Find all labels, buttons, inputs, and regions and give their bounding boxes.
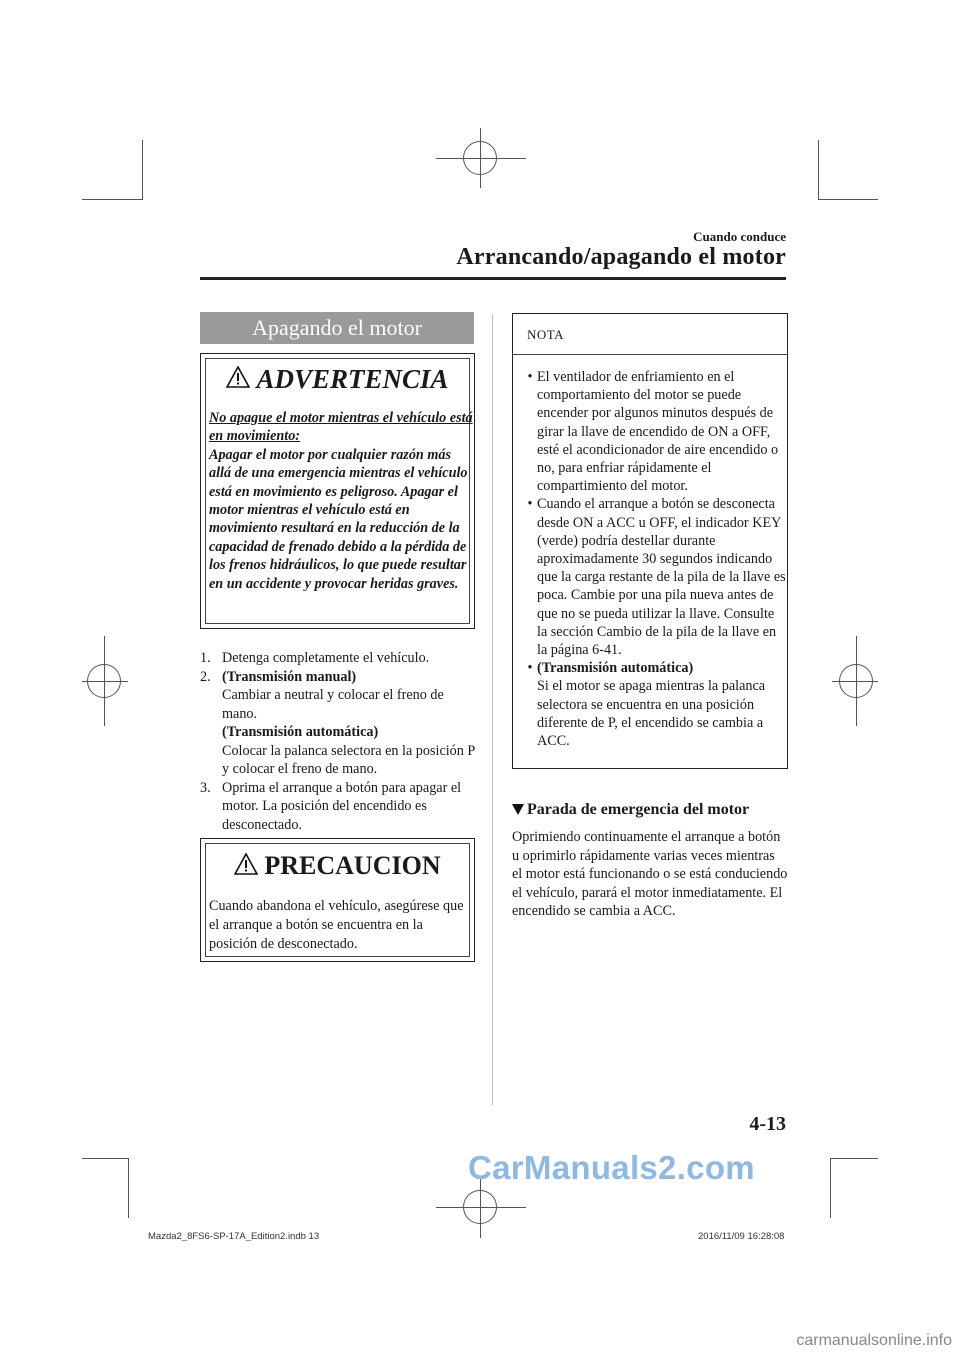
warning-triangle-icon [234,853,258,880]
step-number: 2. [200,668,211,685]
note-box [512,313,788,769]
steps-list [200,649,480,834]
warning-box [200,353,475,629]
note-item-text: Si el motor se apaga mientras la palanca selectora se encuentra en una posición diferente de P, el encendido se cambia a ACC. [537,678,766,750]
note-item [523,368,787,495]
section-banner: Apagando el motor [200,312,474,344]
caution-title: PRECAUCION [264,851,441,880]
down-triangle-icon [512,804,524,815]
step-number: 1. [200,650,211,666]
step-item [200,668,480,779]
bullet: • [527,496,533,513]
site-watermark: carmanualsonline.info [796,1332,952,1349]
bullet: • [527,660,533,677]
note-label: NOTA [527,327,565,342]
step-text: Oprima el arranque a botón para apagar el motor. La posición del encendido es desconectado. [222,779,462,833]
note-divider [513,354,787,355]
warning-body: Apagar el motor por cualquier razón más allá de una emergencia mientras el vehículo está en movimiento es peligroso. Apagar el motor mientras el vehículo está en movimiento resultará en la reducción de la capacidad de frenado debido a la pérdida de los frenos hidráulicos, lo que puede resultar en un accidente y provocar heridas graves. [209,446,468,592]
automatic-transmission-label: (Transmisión automática) [222,724,379,740]
note-item-label: (Transmisión automática) [537,660,694,677]
step-number: 3. [200,779,211,796]
emergency-text: Oprimiendo continuamente el arranque a botón u oprimirlo rápidamente varias veces mientras el motor está funcionando o se está conduciendo el vehículo, parará el motor inmediatamente. El encendido se cambia a ACC. [512,829,788,919]
note-item [523,495,787,659]
emergency-heading [512,801,749,819]
page-number: 4-13 [749,1113,786,1135]
note-item-text: Cuando el arranque a botón se desconecta desde ON a ACC u OFF, el indicador KEY (verde) podría destellar durante aproximadamente 30 segundos indicando que la carga restante de la pila de la llave es poca. Cambie por una pila nueva antes de que no se pueda utilizar la llave. Consulte la sección Cambio de la pila de la llave en la página 6-41. [537,496,786,659]
manual-transmission-label: (Transmisión manual) [222,668,357,685]
page-title: Arrancando/apagando el motor [456,244,786,270]
step-item [200,779,480,835]
header-divider [200,277,786,280]
note-item-text: El ventilador de enfriamiento en el comportamiento del motor se puede encender por algunos minutos después de girar la llave de encendido de ON a OFF, esté el acondicionador de aire encendido o no, para enfriar rápidamente el compartimiento del motor. [537,369,779,495]
note-list [523,368,787,750]
watermark-logo: CarManuals2.com [468,1149,755,1186]
caution-text: Cuando abandona el vehículo, asegúrese que el arranque a botón se encuentra en la posición de desconectado. [209,898,464,952]
warning-text [209,409,474,593]
bullet: • [527,369,533,385]
emergency-title: Parada de emergencia del motor [527,801,750,818]
step-item [200,649,480,668]
step-text: Detenga completamente el vehículo. [222,650,430,666]
automatic-transmission-text: Colocar la palanca selectora en la posición P y colocar el freno de mano. [222,742,475,777]
chapter-subtitle: Cuando conduce [693,229,786,244]
caution-header [201,851,474,881]
warning-title: ADVERTENCIA [256,364,449,394]
warning-lead: No apague el motor mientras el vehículo está en movimiento: [209,410,473,445]
column-divider [492,315,493,1105]
note-item [523,659,787,750]
manual-transmission-text: Cambiar a neutral y colocar el freno de mano. [222,687,444,722]
caution-box [200,838,475,962]
footer-file: Mazda2_8FS6-SP-17A_Edition2.indb 13 [148,1231,320,1242]
warning-triangle-icon [226,366,250,393]
warning-header [201,364,474,395]
footer-timestamp: 2016/11/09 16:28:08 [698,1231,785,1242]
